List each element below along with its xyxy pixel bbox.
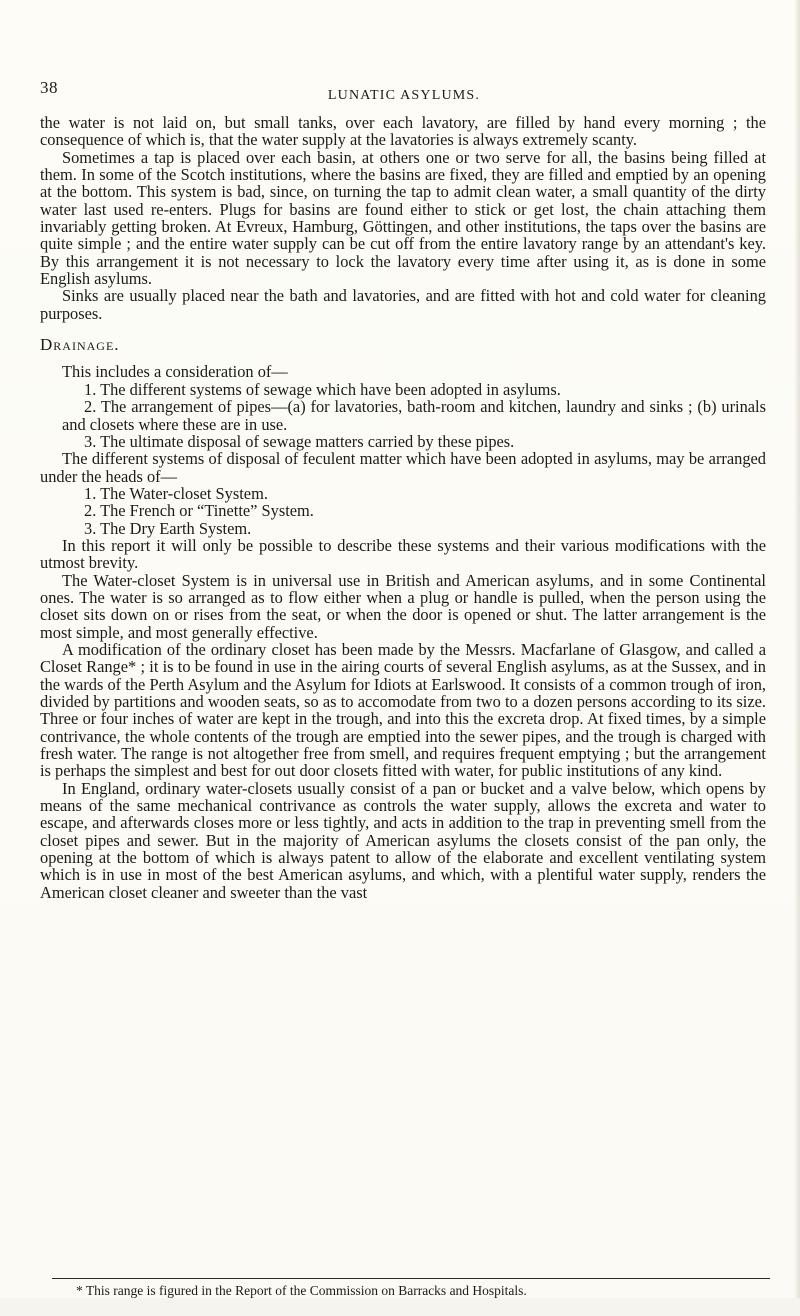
paragraph: The different systems of disposal of feculent matter which have been adopted in asylums, may be arranged under the heads of— bbox=[40, 449, 766, 486]
paragraph: In this report it will only be possible to describe these systems and their various modifications with the utmost brevity. bbox=[40, 535, 766, 573]
list-item: 3. The Dry Earth System. bbox=[84, 518, 252, 538]
list-item: 2. The French or “Tinette” System. bbox=[84, 501, 314, 521]
paragraph: In England, ordinary water-closets usually consist of a pan or bucket and a valve below, which opens by means of the same mechanical contrivance as controls the water supply, allows the excreta and water to escape, and afterwards closes more or less tightly, and acts in addition to the trap in preventing smell from the closet pipes and sewer. But in the majority of American asylums the closets consist of the pan only, the opening at the bottom of which is always patent to allow of the elaborate and excellent ventilating system which is in use in most of the best American asylums, and which, with a plentiful water supply, renders the American closet cleaner and sweeter than the vast bbox=[40, 778, 766, 902]
paragraph: This includes a consideration of— bbox=[62, 362, 288, 382]
body-text bbox=[40, 114, 766, 901]
paragraph: the water is not laid on, but small tanks, over each lavatory, are filled by hand every morning ; the consequence of which is, that the water supply at the lavatories is always extremely scanty. bbox=[40, 113, 766, 150]
page-edge-shadow bbox=[794, 0, 800, 1316]
list-item: 1. The Water-closet System. bbox=[84, 483, 268, 503]
footnote: * This range is figured in the Report of the Commission on Barracks and Hospitals. bbox=[76, 1283, 527, 1298]
list-item: 1. The different systems of sewage which have been adopted in asylums. bbox=[84, 379, 561, 399]
section-heading: Drainage. bbox=[40, 335, 120, 355]
paragraph: Sinks are usually placed near the bath and lavatories, and are fitted with hot and cold water for cleaning purposes. bbox=[40, 286, 766, 323]
footnote-rule bbox=[52, 1278, 770, 1279]
page-bottom-margin bbox=[0, 1298, 800, 1316]
list-item: 2. The arrangement of pipes—(a) for lavatories, bath-room and kitchen, laundry and sinks ; (b) urinals and closets where these are in use. bbox=[62, 397, 766, 434]
paragraph: Sometimes a tap is placed over each basin, at others one or two serve for all, the basins being filled at them. In some of the Scotch institutions, where the basins are fixed, they are filled and emptied by an opening at the bottom. This system is bad, since, on turning the tap to admit clean water, a small quantity of the dirty water last used re-enters. Plugs for basins are found either to stick or get lost, the chain attaching them invariably getting broken. At Evreux, Hamburg, Göttingen, and other institutions, the taps over the basins are quite simple ; and the entire water supply can be cut off from the entire lavatory range by an attendant's key. By this arrangement it is not necessary to lock the lavatory every time after using it, as is done in some English asylums. bbox=[40, 147, 766, 289]
running-head: LUNATIC ASYLUMS. bbox=[327, 88, 481, 103]
page-number: 38 bbox=[40, 78, 58, 97]
list-item: 3. The ultimate disposal of sewage matters carried by these pipes. bbox=[84, 431, 515, 451]
paragraph: The Water-closet System is in universal use in British and American asylums, and in some Continental ones. The water is so arranged as to flow either when a plug or handle is pulled, when the person using the closet sits down on or rises from the seat, or when the door is opened or shut. The latter arrangement is the most simple, and most generally effective. bbox=[40, 570, 766, 642]
paragraph: A modification of the ordinary closet has been made by the Messrs. Macfarlane of Glasgow, and called a Closet Range* ; it is to be found in use in the airing courts of several English asylums, as at the Sussex, and in the wards of the Perth Asylum and the Asylum for Idiots at Earlswood. It consists of a common trough of iron, divided by partitions and wooden seats, so as to accomodate from two to a dozen persons according to its size. Three or four inches of water are kept in the trough, and into this the excreta drop. At fixed times, by a simple contrivance, the whole contents of the trough are emptied into the sewer pipes, and the trough is charged with fresh water. The range is not altogether free from smell, and requires frequent emptying ; but the arrangement is perhaps the simplest and best for out door closets fitted with water, for public institutions of any kind. bbox=[40, 639, 766, 781]
